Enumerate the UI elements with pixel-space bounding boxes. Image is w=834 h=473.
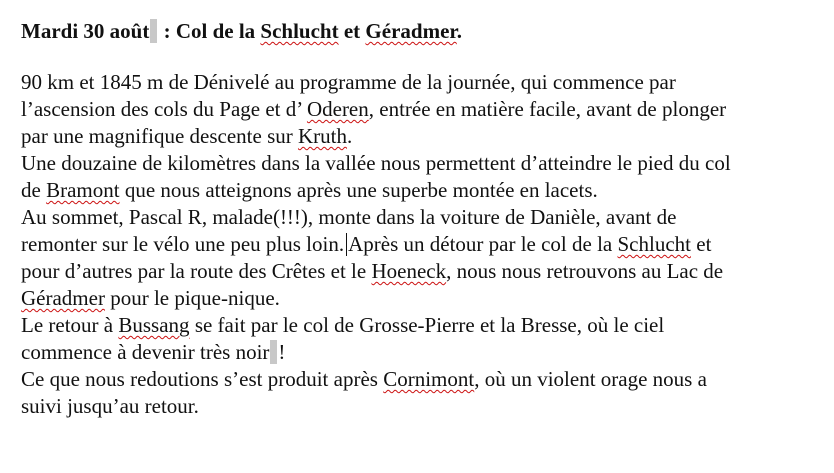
spellcheck-word: Géradmer [21,286,105,310]
text-line [21,231,821,258]
text-cursor [346,233,347,256]
spellcheck-word: Kruth [297,124,347,148]
document-title [21,18,462,45]
spellcheck-word: Oderen [306,97,369,121]
text-run: commence à devenir très noir [21,340,270,364]
title-text: . [456,19,463,43]
text-run: , entrée en matière facile, avant de plonger [368,97,727,121]
text-run: Une douzaine de kilomètres dans la vallée nous permettent d’atteindre le pied du col [21,151,731,175]
text-run: pour le pique-nique. [104,286,280,310]
text-run: pour d’autres par la route des Crêtes et le [21,259,372,283]
spellcheck-word: Bussang [118,313,190,337]
text-run: . [346,124,353,148]
spellcheck-word: Cornimont [383,367,475,391]
text-run: et [691,232,712,256]
text-run: remonter sur le vélo une peu plus loin. [21,232,345,256]
text-line [21,312,821,339]
text-line [21,150,821,177]
text-line [21,366,821,393]
text-line [21,204,821,231]
text-run: Ce que nous redoutions s’est produit après [21,367,384,391]
text-run: Au sommet, Pascal R, malade(!!!), monte dans la voiture de Danièle, avant de [21,205,677,229]
text-run: se fait par le col de Grosse-Pierre et la Bresse, où le ciel [189,313,665,337]
title-text: et [338,19,366,43]
text-run: que nous atteignons après une superbe montée en lacets. [119,178,598,202]
text-run: Le retour à [21,313,119,337]
document-body[interactable] [21,69,821,420]
spellcheck-word: Hoeneck [371,259,447,283]
text-line [21,339,821,366]
text-run: ! [278,340,286,364]
text-run: suivi jusqu’au retour. [21,394,199,418]
text-run: de [21,178,47,202]
text-line [21,393,821,420]
text-run: , nous nous retrouvons au Lac de [446,259,724,283]
text-line [21,285,821,312]
formatting-mark [270,340,277,364]
title-text: : Col de la [158,19,261,43]
text-line [21,177,821,204]
spellcheck-word: Schlucht [260,19,339,43]
text-run: par une magnifique descente sur [21,124,298,148]
text-line [21,123,821,150]
title-date: Mardi 30 août [21,19,150,43]
text-line [21,96,821,123]
text-line [21,258,821,285]
text-run: 90 km et 1845 m de Dénivelé au programme de la journée, qui commence par [21,70,676,94]
formatting-mark [150,19,157,43]
spellcheck-word: Schlucht [617,232,691,256]
text-line [21,69,821,96]
text-run: Après un détour par le col de la [348,232,618,256]
spellcheck-word: Bramont [46,178,120,202]
text-run: l’ascension des cols du Page et d’ [21,97,307,121]
spellcheck-word: Géradmer [365,19,457,43]
text-run: , où un violent orage nous a [474,367,707,391]
